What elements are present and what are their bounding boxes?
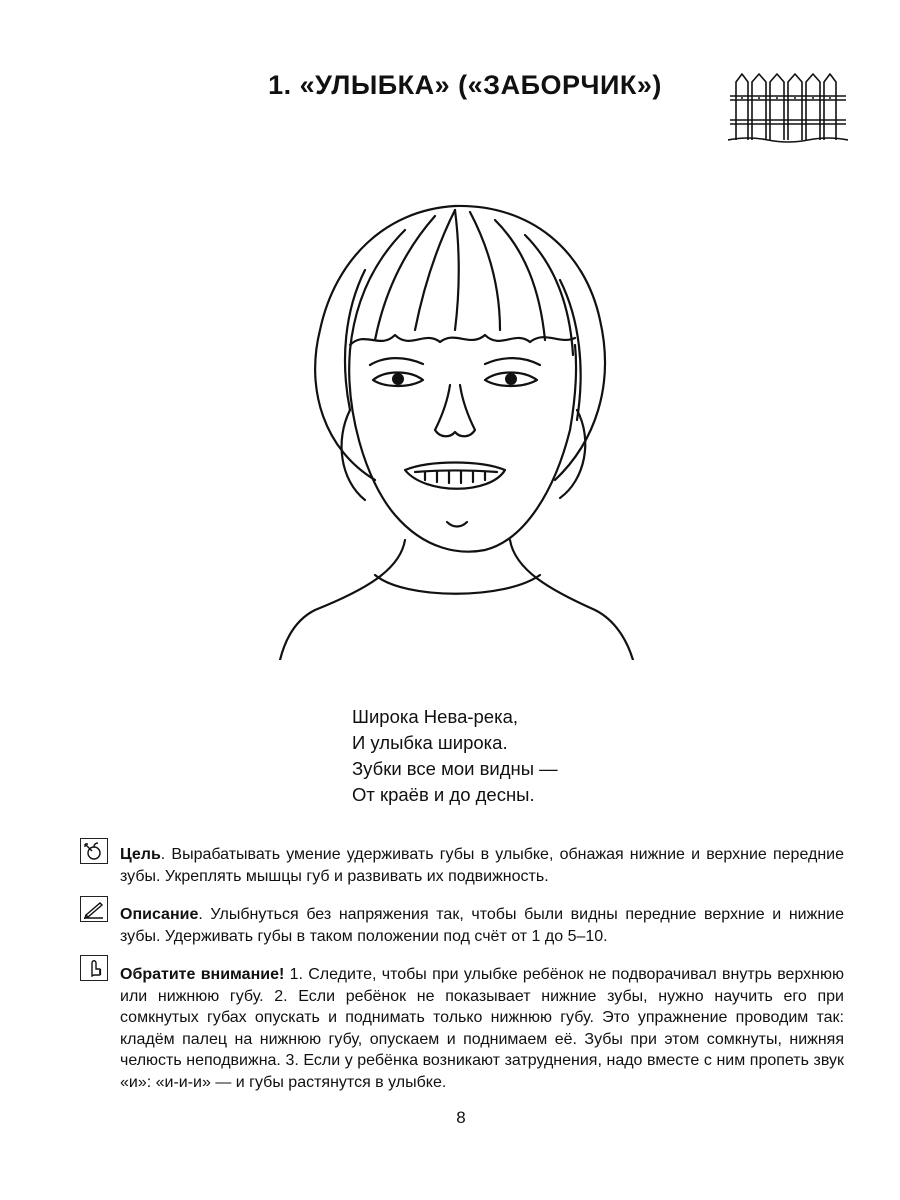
- smile-mouth: [405, 463, 505, 489]
- description-section: [120, 904, 844, 947]
- attention-text: 1. Следите, чтобы при улыбке ребёнок не подворачивал внутрь верхнюю или нижнюю губу. 2. Если ребёнок не показывает нижние зубы, нужно научить его при сомкнутых губах опускать и поднимать только нижнюю губу. Это упражнение проводим так: кладём палец на нижнюю губу, опускаем и поднимаем её. Зубы при этом сомкнуты, нижняя челюсть неподвижна. 3. Если у ребёнка возникают затруднения, надо вместе с ним пропеть звук «и»: «и-и-и» — и губы растянутся в улыбке.: [120, 966, 844, 1091]
- child-face-illustration: [255, 180, 655, 660]
- page-title: 1. «УЛЫБКА» («ЗАБОРЧИК»): [268, 70, 662, 100]
- poem-line: Широка Нева-река,: [352, 706, 519, 727]
- attention-label: Обратите внимание!: [120, 966, 285, 983]
- pointing-finger-icon: [80, 955, 108, 981]
- goal-text: . Вырабатывать умение удерживать губы в улыбке, обнажая нижние и верхние передние зубы. Укреплять мышцы губ и развивать их подвижность.: [120, 846, 844, 885]
- pencil-hand-icon: [80, 896, 108, 922]
- description-text: . Улыбнуться без напряжения так, чтобы были видны передние верхние и нижние зубы. Удерживать губы в таком положении под счёт от 1 до 5–10.: [120, 906, 844, 945]
- goal-section: [120, 844, 844, 887]
- face-outline: [349, 345, 576, 552]
- description-label: Описание: [120, 906, 199, 923]
- fence-icon: [728, 68, 848, 148]
- page-number: 8: [456, 1108, 466, 1127]
- poem-line: От краёв и до десны.: [352, 784, 535, 805]
- poem: [352, 704, 558, 808]
- apple-target-icon: [80, 838, 108, 864]
- goal-label: Цель: [120, 846, 161, 863]
- attention-section: [120, 964, 844, 1093]
- poem-line: И улыбка широка.: [352, 732, 508, 753]
- poem-line: Зубки все мои видны —: [352, 758, 558, 779]
